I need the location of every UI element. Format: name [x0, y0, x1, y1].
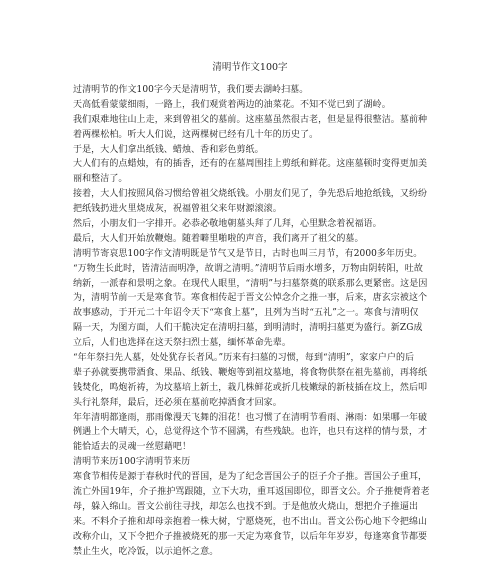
text-line: “万物生长此时，皆清洁而明净，故谓之清明。”清明节后雨水增多，万物由阴转阳，吐故	[73, 263, 423, 274]
text-line: 过清明节的作文100字今天是清明节，我们要去湖岭扫墓。	[73, 85, 309, 95]
text-line: 寒食节相传是源于春秋时代的晋国，是为了纪念晋国公子的臣子介子推。晋国公子重耳，	[73, 472, 428, 483]
text-line: 改称介山，又下令把介子推被烧死的那一天定为寒食节，以后年年岁岁，每逢寒食节都要	[73, 531, 428, 542]
text-line: 天高低看蒙蒙细雨，一路上，我们观赏着两边的油菜花。不知不觉已到了湖岭。	[73, 99, 391, 110]
text-line: 大人们有的点蜡烛，有的插香，还有的在墓周围挂上剪纸和鲜花。这座墓顿时变得更加美	[73, 159, 428, 170]
text-line: 然后，小朋友们一字排开。必恭必敬地朝墓头拜了几拜，心里默念着祝福语。	[73, 219, 382, 230]
text-line: 钱焚化，鸣炮祈祷，为坟墓培上新土，栽几株鲜花或折几枝嫩绿的新枝插在坟上，然后叩	[73, 382, 428, 393]
text-line: 最后，大人们开始放鞭炮。随着噼里啪啦的声音，我们离开了祖父的墓。	[73, 233, 364, 244]
text-line: 禁止生火，吃冷饭，以示追怀之意。	[73, 546, 219, 557]
text-line: 把纸钱扔进火里烧成灰，祝福曾祖父来年财源滚滚。	[73, 204, 282, 215]
text-line: 隔一天，为图方面，人们干脆决定在清明扫墓，到明清时，清明扫墓更为盛行。新ZG成	[73, 323, 423, 334]
text-line: 年年清明都逢雨，那雨像漫天飞舞的泪花！也习惯了在清明节看雨、淋雨：如果哪一年破	[73, 412, 428, 423]
text-line: “年年祭扫先人墓，处处犹存长者风。”历来有扫墓的习惯，每到“清明”，家家户户的后	[73, 353, 415, 364]
text-line: 母，躲入绵山。晋文公前往寻找，却怎么也找不到。于是他放火烧山，想把介子推逼出	[73, 501, 419, 512]
text-line: 例遇上个大晴天，心，总觉得这个节不圆满，有些残缺。也许，也只有这样的情与景，才	[73, 427, 428, 438]
text-line: 丽和整洁了。	[73, 174, 128, 185]
text-line: 纳新，一派春和景明之象。在现代人眼里，“清明”与扫墓祭奠的联系那么更紧密。这是因	[73, 278, 428, 289]
text-line: 清明节寄哀思100字作文清明既是节气又是节日，古时也叫三月节，有2000多年历史。	[73, 248, 423, 259]
text-line: 于是，大人们拿出纸钱、蜡烛、香和彩色剪纸。	[73, 144, 264, 155]
text-line: 能恰适去的灵魂一丝慰藉吧！	[73, 442, 192, 453]
text-line: 流亡外国19年，介子推护骂跟随，立下大功，重耳返国即位，即晋文公。介子推便背着老	[73, 487, 430, 498]
text-line: 我们艰难地往山上走，来到曾祖父的墓前。这座墓虽然很古老，但是显得很整洁。墓前种	[73, 114, 428, 125]
text-line: 来。不料介子推和却母亲抱着一株大树，宁愿烧死，也不出山。晋文公伤心地下令把绵山	[73, 516, 428, 527]
text-line: 辈子孙就要携带酒食、果品、纸钱、鞭炮等到祖坟墓地，将食物供祭在祖先墓前，再将纸	[73, 367, 428, 378]
text-line: 接着，大人们按照风俗习惯给曾祖父烧纸钱。小朋友们见了，争先恐后地抢纸钱，又纷纷	[73, 189, 428, 200]
text-line: 立后，人们也选择在这天祭扫烈士墓，缅怀革命先辈。	[73, 338, 291, 349]
text-line: 着两棵松柏。听大人们说，这两棵树已经有几十年的历史了。	[73, 129, 319, 140]
text-line: 清明节来历100字清明节来历	[73, 457, 191, 468]
text-line: 为，清明节前一天是寒食节。寒食相传起于晋文公悼念介之推一事，后来，唐玄宗被这个	[73, 293, 428, 304]
document-body	[73, 83, 437, 560]
document-title: 清明节作文100字	[212, 62, 288, 73]
text-line: 故事感动，于开元二十年诏令天下“寒食上墓”，且列为当时“五礼”之一。寒食与清明仅	[73, 308, 419, 319]
text-line: 头行礼祭拜，最后，还必须在墓前吃掉酒食才回家。	[73, 397, 282, 408]
